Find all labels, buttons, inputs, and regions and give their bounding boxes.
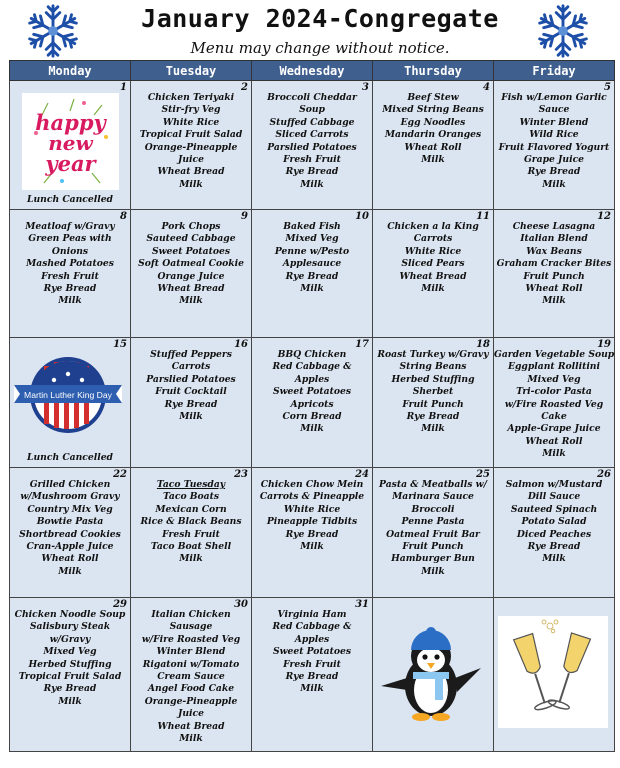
happy-new-year-text: happy bbox=[35, 110, 106, 135]
menu-item: Milk bbox=[542, 178, 566, 190]
menu-item: Mixed Veg bbox=[43, 646, 97, 658]
happy-new-year-text: year bbox=[45, 151, 96, 176]
menu-item: Milk bbox=[421, 565, 445, 577]
day-number: 1 bbox=[120, 82, 127, 93]
menu-item: Penne w/Pesto bbox=[274, 245, 350, 257]
menu-items bbox=[494, 338, 614, 461]
menu-item: Rice & Black Beans bbox=[140, 516, 242, 528]
menu-item: BBQ Chicken bbox=[277, 349, 347, 360]
menu-item: Wheat Roll bbox=[525, 435, 583, 447]
menu-item: Mixed String Beans bbox=[382, 104, 484, 116]
day-number: 10 bbox=[355, 211, 369, 222]
menu-item: Tri-color Pasta bbox=[516, 386, 592, 398]
menu-item: Rigatoni w/Tomato bbox=[142, 658, 240, 670]
menu-item: Milk bbox=[179, 178, 203, 190]
menu-item: Stir-fry Veg bbox=[161, 104, 221, 116]
happy-new-year-graphic bbox=[22, 93, 119, 190]
day-number: 2 bbox=[241, 82, 248, 93]
menu-item: Pineapple Tidbits bbox=[266, 516, 358, 528]
weekday-header: Friday bbox=[494, 61, 615, 81]
menu-item: Winter Blend bbox=[519, 116, 589, 128]
menu-item: Wheat Roll bbox=[41, 553, 99, 565]
penguin-icon bbox=[377, 620, 485, 724]
menu-items bbox=[10, 598, 130, 708]
week-row bbox=[10, 338, 615, 468]
menu-item: Sauce bbox=[538, 104, 570, 116]
menu-item: Fish w/Lemon Garlic bbox=[501, 92, 607, 103]
menu-item: Taco Boats bbox=[162, 491, 220, 503]
menu-item: Corn Bread bbox=[282, 411, 342, 423]
menu-item: w/Fire Roasted Veg bbox=[141, 633, 241, 645]
menu-item: Milk bbox=[179, 295, 203, 307]
day-cell bbox=[131, 81, 252, 210]
week-row bbox=[10, 468, 615, 598]
menu-item: Meatloaf w/Gravy bbox=[25, 221, 115, 232]
menu-item: Chicken Noodle Soup bbox=[14, 609, 126, 620]
menu-item: Cheese Lasagna bbox=[512, 221, 596, 232]
menu-item: Rye Bread bbox=[43, 283, 97, 295]
menu-items bbox=[373, 81, 493, 166]
menu-items bbox=[10, 468, 130, 578]
menu-item: Sherbet bbox=[412, 386, 454, 398]
menu-item: Graham Cracker Bites bbox=[496, 258, 612, 270]
day-number: 9 bbox=[241, 211, 248, 222]
menu-items bbox=[252, 210, 372, 295]
day-number: 15 bbox=[113, 339, 127, 350]
day-number: 26 bbox=[597, 469, 611, 480]
menu-item: Milk bbox=[58, 565, 82, 577]
menu-item: Sliced Carrots bbox=[275, 129, 349, 141]
menu-item: Fruit Cocktail bbox=[155, 386, 227, 398]
menu-item: Chicken Chow Mein bbox=[260, 479, 364, 490]
menu-item: Taco Boat Shell bbox=[150, 541, 232, 553]
week-row bbox=[10, 598, 615, 752]
menu-item: Sweet Potatoes bbox=[272, 386, 352, 398]
lunch-cancelled-note: Lunch Cancelled bbox=[27, 194, 113, 205]
menu-item: Wheat Roll bbox=[404, 141, 462, 153]
day-number: 24 bbox=[355, 469, 369, 480]
menu-items bbox=[131, 598, 251, 745]
menu-item: White Rice bbox=[404, 245, 462, 257]
day-cell bbox=[373, 81, 494, 210]
weekday-header-row bbox=[10, 61, 615, 81]
menu-item: Soup bbox=[299, 104, 325, 116]
mlk-day-badge-icon bbox=[14, 352, 122, 438]
day-cell bbox=[252, 338, 373, 468]
day-number: 23 bbox=[234, 469, 248, 480]
day-cell bbox=[131, 598, 252, 752]
menu-item: Juice bbox=[178, 154, 204, 166]
menu-item: Chicken a la King bbox=[387, 221, 479, 232]
menu-item: Milk bbox=[542, 295, 566, 307]
menu-item: Red Cabbage & bbox=[272, 621, 352, 633]
day-cell bbox=[10, 468, 131, 598]
menu-item: Milk bbox=[421, 283, 445, 295]
menu-item: Milk bbox=[179, 553, 203, 565]
week-row bbox=[10, 81, 615, 210]
menu-item: Rye Bread bbox=[285, 671, 339, 683]
menu-item: Italian Chicken bbox=[151, 609, 231, 620]
menu-item: White Rice bbox=[162, 116, 220, 128]
champagne-glasses-icon bbox=[498, 616, 608, 728]
menu-item: Herbed Stuffing bbox=[391, 373, 475, 385]
mlk-day-text: Martin Luther King Day bbox=[24, 390, 112, 400]
menu-items bbox=[10, 210, 130, 308]
menu-item: Fresh Fruit bbox=[41, 270, 99, 282]
day-cell bbox=[252, 468, 373, 598]
menu-item: Rye Bread bbox=[406, 411, 460, 423]
menu-item: Sauteed Spinach bbox=[510, 503, 598, 515]
menu-item: Wheat Bread bbox=[157, 720, 225, 732]
day-number: 17 bbox=[355, 339, 369, 350]
menu-item: Cake bbox=[541, 411, 567, 423]
menu-item: Fruit Punch bbox=[523, 270, 585, 282]
menu-item: Wild Rice bbox=[529, 129, 579, 141]
menu-item: Milk bbox=[300, 178, 324, 190]
menu-item: Broccoli Cheddar bbox=[267, 92, 357, 103]
menu-item: Marinara Sauce bbox=[392, 491, 474, 503]
menu-item: Shortbread Cookies bbox=[19, 528, 121, 540]
day-cell bbox=[494, 598, 615, 752]
menu-item: Milk bbox=[179, 733, 203, 745]
menu-item: Milk bbox=[58, 295, 82, 307]
menu-items bbox=[252, 81, 372, 191]
menu-item: Sweet Potatoes bbox=[151, 245, 231, 257]
menu-item: White Rice bbox=[283, 503, 341, 515]
weekday-header: Monday bbox=[10, 61, 131, 81]
menu-item: Grilled Chicken bbox=[29, 479, 111, 490]
menu-item: Stuffed Peppers bbox=[150, 349, 232, 360]
day-cell bbox=[10, 81, 131, 210]
lunch-cancelled-note: Lunch Cancelled bbox=[27, 452, 113, 463]
menu-item: w/Gravy bbox=[49, 633, 91, 645]
menu-item: Eggplant Rollitini bbox=[508, 361, 600, 373]
menu-item: Salmon w/Mustard bbox=[505, 479, 603, 490]
menu-item: Milk bbox=[300, 541, 324, 553]
day-number: 12 bbox=[597, 211, 611, 222]
menu-item: Apples bbox=[294, 633, 330, 645]
menu-item: Milk bbox=[421, 154, 445, 166]
menu-items bbox=[252, 468, 372, 553]
menu-item: Carrots bbox=[413, 233, 453, 245]
day-number: 25 bbox=[476, 469, 490, 480]
menu-item: Milk bbox=[542, 553, 566, 565]
menu-item: Parslied Potatoes bbox=[267, 141, 357, 153]
menu-item: Tropical Fruit Salad bbox=[18, 671, 122, 683]
menu-item: Wheat Bread bbox=[157, 283, 225, 295]
menu-items bbox=[494, 210, 614, 308]
menu-item: Egg Noodles bbox=[400, 116, 466, 128]
menu-item: Parslied Potatoes bbox=[146, 373, 236, 385]
day-number: 8 bbox=[120, 211, 127, 222]
day-cell bbox=[10, 598, 131, 752]
menu-calendar bbox=[9, 60, 615, 752]
menu-item: Orange-Pineapple bbox=[144, 141, 238, 153]
snowflake-icon bbox=[24, 2, 82, 60]
menu-item: Diced Peaches bbox=[516, 528, 592, 540]
menu-item: Italian Blend bbox=[520, 233, 588, 245]
page-subtitle: Menu may change without notice. bbox=[190, 39, 450, 57]
menu-items bbox=[252, 338, 372, 436]
menu-item: Roast Turkey w/Gravy bbox=[377, 349, 489, 360]
menu-item: Orange-Pineapple bbox=[144, 695, 238, 707]
menu-item: Milk bbox=[300, 423, 324, 435]
menu-items bbox=[131, 81, 251, 191]
week-row bbox=[10, 210, 615, 338]
day-number: 11 bbox=[476, 211, 490, 222]
menu-items bbox=[131, 338, 251, 423]
menu-item: Taco Tuesday bbox=[156, 479, 226, 490]
menu-item: Fresh Fruit bbox=[162, 528, 220, 540]
menu-item: Penne Pasta bbox=[401, 516, 465, 528]
menu-item: Garden Vegetable Soup bbox=[494, 349, 615, 360]
day-number: 19 bbox=[597, 339, 611, 350]
menu-item: Milk bbox=[542, 448, 566, 460]
page-title: January 2024-Congregate bbox=[141, 4, 499, 33]
menu-item: Pork Chops bbox=[161, 221, 221, 232]
day-cell bbox=[494, 210, 615, 338]
happy-new-year-text: new bbox=[48, 131, 93, 155]
day-cell bbox=[131, 210, 252, 338]
menu-item: Green Peas with bbox=[28, 233, 112, 245]
menu-item: Angel Food Cake bbox=[147, 683, 235, 695]
day-cell bbox=[252, 81, 373, 210]
day-number: 18 bbox=[476, 339, 490, 350]
day-number: 3 bbox=[362, 82, 369, 93]
menu-item: Fruit Punch bbox=[402, 541, 464, 553]
menu-item: Orange Juice bbox=[157, 270, 225, 282]
champagne-glasses-image bbox=[498, 616, 608, 728]
menu-item: Sauteed Cabbage bbox=[146, 233, 236, 245]
day-cell bbox=[10, 210, 131, 338]
menu-item: Sausage bbox=[169, 621, 213, 633]
menu-item: Potato Salad bbox=[521, 516, 587, 528]
menu-item: Onions bbox=[51, 245, 89, 257]
menu-items bbox=[373, 210, 493, 295]
day-cell bbox=[252, 210, 373, 338]
day-cell bbox=[373, 598, 494, 752]
day-number: 30 bbox=[234, 599, 248, 610]
menu-item: Apples bbox=[294, 373, 330, 385]
menu-item: String Beans bbox=[399, 361, 467, 373]
day-cell bbox=[10, 338, 131, 468]
menu-item: Wax Beans bbox=[526, 245, 582, 257]
weekday-header: Wednesday bbox=[252, 61, 373, 81]
menu-item: Mexican Corn bbox=[155, 503, 227, 515]
menu-item: Apple-Grape Juice bbox=[507, 423, 601, 435]
menu-item: Winter Blend bbox=[156, 646, 226, 658]
day-number: 5 bbox=[604, 82, 611, 93]
menu-item: Wheat Roll bbox=[525, 283, 583, 295]
menu-item: Bowtie Pasta bbox=[36, 516, 104, 528]
menu-item: Red Cabbage & bbox=[272, 361, 352, 373]
menu-item: Cream Sauce bbox=[157, 671, 225, 683]
menu-item: Dill Sauce bbox=[527, 491, 581, 503]
menu-item: Cran-Apple Juice bbox=[26, 541, 114, 553]
menu-item: Fruit Punch bbox=[402, 398, 464, 410]
day-number: 16 bbox=[234, 339, 248, 350]
menu-item: Mandarin Oranges bbox=[384, 129, 482, 141]
menu-item: Mixed Veg bbox=[285, 233, 339, 245]
menu-item: Milk bbox=[179, 411, 203, 423]
menu-items bbox=[131, 210, 251, 308]
menu-item: Mixed Veg bbox=[527, 373, 581, 385]
weekday-header: Thursday bbox=[373, 61, 494, 81]
menu-item: Milk bbox=[421, 423, 445, 435]
menu-item: Fresh Fruit bbox=[283, 658, 341, 670]
day-cell bbox=[494, 468, 615, 598]
day-cell bbox=[252, 598, 373, 752]
menu-item: Rye Bread bbox=[527, 166, 581, 178]
menu-item: Wheat Bread bbox=[157, 166, 225, 178]
menu-item: Rye Bread bbox=[285, 166, 339, 178]
menu-item: Rye Bread bbox=[164, 398, 218, 410]
menu-item: Country Mix Veg bbox=[27, 503, 113, 515]
day-cell bbox=[373, 210, 494, 338]
day-cell bbox=[373, 338, 494, 468]
menu-item: Juice bbox=[178, 708, 204, 720]
menu-item: Salisbury Steak bbox=[29, 621, 111, 633]
menu-item: w/Mushroom Gravy bbox=[20, 491, 120, 503]
menu-item: Tropical Fruit Salad bbox=[139, 129, 243, 141]
day-number: 22 bbox=[113, 469, 127, 480]
menu-item: Applesauce bbox=[282, 258, 342, 270]
menu-item: Milk bbox=[300, 683, 324, 695]
menu-item: Apricots bbox=[290, 398, 334, 410]
day-number: 31 bbox=[355, 599, 369, 610]
day-cell bbox=[494, 81, 615, 210]
day-cell bbox=[494, 338, 615, 468]
menu-item: Hamburger Bun bbox=[391, 553, 475, 565]
day-number: 4 bbox=[483, 82, 490, 93]
menu-item: Sliced Pears bbox=[401, 258, 465, 270]
snowflake-icon bbox=[534, 2, 592, 60]
day-cell bbox=[131, 468, 252, 598]
menu-item: Grape Juice bbox=[523, 154, 585, 166]
menu-item: Fruit Flavored Yogurt bbox=[498, 141, 610, 153]
menu-item: Fresh Fruit bbox=[283, 154, 341, 166]
menu-item: Baked Fish bbox=[283, 221, 341, 232]
menu-item: Oatmeal Fruit Bar bbox=[386, 528, 480, 540]
menu-item: Stuffed Cabbage bbox=[269, 116, 355, 128]
happy-new-year-image bbox=[22, 93, 119, 190]
weekday-header: Tuesday bbox=[131, 61, 252, 81]
menu-item: Rye Bread bbox=[43, 683, 97, 695]
menu-item: Rye Bread bbox=[285, 528, 339, 540]
menu-item: Milk bbox=[300, 283, 324, 295]
menu-item: Carrots bbox=[171, 361, 211, 373]
menu-item: Sweet Potatoes bbox=[272, 646, 352, 658]
menu-item: Herbed Stuffing bbox=[28, 658, 112, 670]
menu-item: Milk bbox=[58, 695, 82, 707]
menu-item: w/Fire Roasted Veg bbox=[504, 398, 604, 410]
day-number: 29 bbox=[113, 599, 127, 610]
menu-item: Carrots & Pineapple bbox=[259, 491, 365, 503]
menu-item: Wheat Bread bbox=[399, 270, 467, 282]
menu-item: Soft Oatmeal Cookie bbox=[138, 258, 244, 270]
menu-item: Pasta & Meatballs w/ bbox=[379, 479, 487, 490]
menu-items bbox=[494, 468, 614, 566]
menu-items bbox=[373, 468, 493, 578]
menu-items bbox=[252, 598, 372, 696]
menu-item: Rye Bread bbox=[527, 541, 581, 553]
menu-item: Beef Stew bbox=[407, 92, 459, 103]
day-cell bbox=[373, 468, 494, 598]
menu-items bbox=[373, 338, 493, 436]
menu-items bbox=[494, 81, 614, 191]
menu-item: Mashed Potatoes bbox=[26, 258, 114, 270]
menu-item: Chicken Teriyaki bbox=[147, 92, 235, 103]
day-cell bbox=[131, 338, 252, 468]
menu-items bbox=[131, 468, 251, 566]
menu-item: Broccoli bbox=[411, 503, 455, 515]
menu-item: Virginia Ham bbox=[277, 609, 347, 620]
menu-item: Rye Bread bbox=[285, 270, 339, 282]
